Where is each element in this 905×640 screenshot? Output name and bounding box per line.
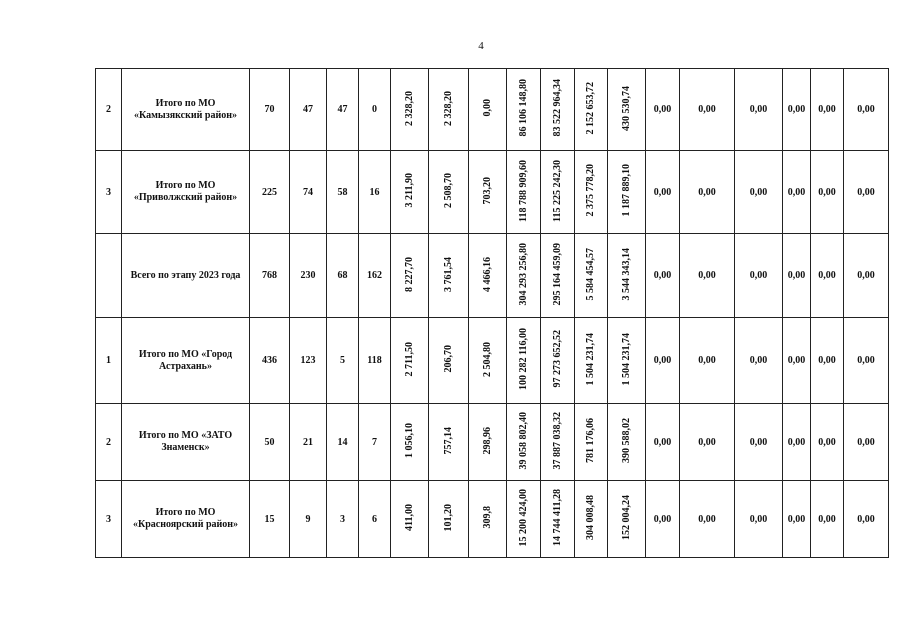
amount-value: 4 466,16 <box>481 256 493 292</box>
amount-value: 390 588,02 <box>620 418 632 463</box>
amount-value: 86 106 148,80 <box>517 79 529 137</box>
amount-cell <box>541 234 575 318</box>
zero-value-cell: 0,00 <box>735 234 783 318</box>
count-cell: 58 <box>327 151 359 234</box>
amount-value: 757,14 <box>442 426 454 455</box>
amount-value: 2 504,80 <box>481 341 493 377</box>
zero-value-cell: 0,00 <box>735 151 783 234</box>
report-table <box>95 68 889 558</box>
amount-cell <box>391 318 429 404</box>
count-cell: 47 <box>290 69 327 151</box>
table-body <box>96 69 889 558</box>
zero-value-cell: 0,00 <box>783 318 811 404</box>
zero-value-cell: 0,00 <box>811 481 844 558</box>
amount-value: 2 375 778,20 <box>585 164 596 217</box>
zero-value-cell: 0,00 <box>844 481 889 558</box>
amount-cell <box>429 318 469 404</box>
amount-value: 39 058 802,40 <box>517 411 529 470</box>
zero-value-cell: 0,00 <box>680 481 735 558</box>
table-row <box>96 151 889 234</box>
amount-cell <box>608 234 646 318</box>
amount-cell <box>391 404 429 481</box>
row-name-cell: Итого по МО «Город Астрахань» <box>122 318 250 404</box>
row-name-cell: Итого по МО «Камызякский район» <box>122 69 250 151</box>
amount-value: 2 711,50 <box>403 341 415 377</box>
amount-cell <box>507 234 541 318</box>
count-cell: 3 <box>327 481 359 558</box>
amount-value: 2 152 653,72 <box>585 81 596 135</box>
row-name-cell: Итого по МО «Красноярский район» <box>122 481 250 558</box>
zero-value-cell: 0,00 <box>646 481 680 558</box>
amount-value: 1 056,10 <box>403 423 415 458</box>
zero-value-cell: 0,00 <box>811 234 844 318</box>
amount-value: 8 227,70 <box>403 256 415 292</box>
amount-cell <box>391 234 429 318</box>
count-cell: 15 <box>250 481 290 558</box>
amount-cell <box>507 404 541 481</box>
amount-cell <box>391 481 429 558</box>
amount-value: 430 530,74 <box>620 85 632 131</box>
amount-value: 1 504 231,74 <box>620 332 632 386</box>
amount-value: 3 544 343,14 <box>620 247 632 301</box>
count-cell: 118 <box>359 318 391 404</box>
amount-value: 703,20 <box>481 176 493 205</box>
zero-value-cell: 0,00 <box>680 234 735 318</box>
amount-cell <box>469 234 507 318</box>
count-cell: 74 <box>290 151 327 234</box>
amount-cell <box>429 69 469 151</box>
zero-value-cell: 0,00 <box>646 404 680 481</box>
amount-value: 118 788 909,60 <box>517 159 529 222</box>
zero-value-cell: 0,00 <box>646 69 680 151</box>
count-cell: 6 <box>359 481 391 558</box>
count-cell: 162 <box>359 234 391 318</box>
amount-value: 304 008,48 <box>585 495 596 540</box>
zero-value-cell: 0,00 <box>783 404 811 481</box>
amount-cell <box>507 69 541 151</box>
count-cell: 70 <box>250 69 290 151</box>
zero-value-cell: 0,00 <box>844 404 889 481</box>
zero-value-cell: 0,00 <box>844 318 889 404</box>
amount-cell <box>391 151 429 234</box>
count-cell: 47 <box>327 69 359 151</box>
amount-cell <box>608 151 646 234</box>
amount-cell <box>429 404 469 481</box>
row-number-cell: 1 <box>96 318 122 404</box>
amount-cell <box>575 234 608 318</box>
amount-value: 15 200 424,00 <box>517 488 529 547</box>
zero-value-cell: 0,00 <box>680 404 735 481</box>
amount-value: 781 176,06 <box>585 418 596 463</box>
count-cell: 68 <box>327 234 359 318</box>
zero-value-cell: 0,00 <box>844 151 889 234</box>
amount-value: 115 225 242,30 <box>551 159 563 222</box>
amount-cell <box>608 318 646 404</box>
row-number-cell: 3 <box>96 481 122 558</box>
amount-value: 206,70 <box>442 345 454 373</box>
amount-value: 101,20 <box>442 503 454 532</box>
count-cell: 0 <box>359 69 391 151</box>
amount-cell <box>575 151 608 234</box>
amount-cell <box>575 318 608 404</box>
amount-cell <box>575 404 608 481</box>
zero-value-cell: 0,00 <box>783 481 811 558</box>
amount-value: 298,96 <box>481 426 493 455</box>
amount-cell <box>469 404 507 481</box>
amount-cell <box>469 481 507 558</box>
count-cell: 5 <box>327 318 359 404</box>
amount-cell <box>429 151 469 234</box>
amount-cell <box>429 481 469 558</box>
table-row <box>96 318 889 404</box>
count-cell: 7 <box>359 404 391 481</box>
amount-cell <box>541 69 575 151</box>
count-cell: 9 <box>290 481 327 558</box>
count-cell: 14 <box>327 404 359 481</box>
amount-cell <box>608 481 646 558</box>
row-number-cell <box>96 234 122 318</box>
amount-value: 2 328,20 <box>403 90 415 126</box>
table-row <box>96 481 889 558</box>
row-number-cell: 2 <box>96 404 122 481</box>
row-number-cell: 3 <box>96 151 122 234</box>
amount-cell <box>469 151 507 234</box>
zero-value-cell: 0,00 <box>811 318 844 404</box>
zero-value-cell: 0,00 <box>646 318 680 404</box>
amount-value: 3 761,54 <box>442 256 454 292</box>
amount-cell <box>391 69 429 151</box>
count-cell: 21 <box>290 404 327 481</box>
row-name-cell: Итого по МО «Приволжский район» <box>122 151 250 234</box>
amount-cell <box>541 481 575 558</box>
count-cell: 230 <box>290 234 327 318</box>
amount-value: 100 282 116,00 <box>517 328 529 390</box>
zero-value-cell: 0,00 <box>811 404 844 481</box>
amount-cell <box>429 234 469 318</box>
count-cell: 50 <box>250 404 290 481</box>
amount-cell <box>541 404 575 481</box>
amount-value: 14 744 411,28 <box>551 489 563 546</box>
count-cell: 123 <box>290 318 327 404</box>
count-cell: 225 <box>250 151 290 234</box>
count-cell: 436 <box>250 318 290 404</box>
count-cell: 16 <box>359 151 391 234</box>
amount-cell <box>608 69 646 151</box>
zero-value-cell: 0,00 <box>735 318 783 404</box>
zero-value-cell: 0,00 <box>783 234 811 318</box>
amount-cell <box>507 318 541 404</box>
page-number: 4 <box>478 40 484 52</box>
zero-value-cell: 0,00 <box>844 69 889 151</box>
row-name-cell: Итого по МО «ЗАТО Знаменск» <box>122 404 250 481</box>
zero-value-cell: 0,00 <box>811 69 844 151</box>
amount-cell <box>541 318 575 404</box>
table-row <box>96 234 889 318</box>
amount-value: 411,00 <box>403 504 415 531</box>
zero-value-cell: 0,00 <box>735 69 783 151</box>
zero-value-cell: 0,00 <box>783 69 811 151</box>
zero-value-cell: 0,00 <box>844 234 889 318</box>
zero-value-cell: 0,00 <box>680 151 735 234</box>
table-row <box>96 404 889 481</box>
amount-value: 97 273 652,52 <box>551 330 563 388</box>
amount-cell <box>541 151 575 234</box>
amount-value: 5 584 454,57 <box>585 247 596 301</box>
zero-value-cell: 0,00 <box>646 151 680 234</box>
amount-value: 1 187 889,10 <box>620 164 632 217</box>
zero-value-cell: 0,00 <box>811 151 844 234</box>
amount-cell <box>469 69 507 151</box>
amount-value: 0,00 <box>481 99 493 117</box>
amount-value: 37 887 038,32 <box>551 411 563 470</box>
zero-value-cell: 0,00 <box>735 404 783 481</box>
zero-value-cell: 0,00 <box>646 234 680 318</box>
zero-value-cell: 0,00 <box>783 151 811 234</box>
zero-value-cell: 0,00 <box>680 69 735 151</box>
amount-value: 295 164 459,09 <box>551 242 563 306</box>
table-row <box>96 69 889 151</box>
amount-value: 1 504 231,74 <box>585 332 596 386</box>
amount-value: 2 328,20 <box>442 90 454 126</box>
amount-value: 309,8 <box>481 506 493 529</box>
zero-value-cell: 0,00 <box>680 318 735 404</box>
amount-value: 2 508,70 <box>442 173 454 208</box>
amount-cell <box>507 481 541 558</box>
zero-value-cell: 0,00 <box>735 481 783 558</box>
amount-cell <box>575 69 608 151</box>
amount-cell <box>507 151 541 234</box>
amount-value: 3 211,90 <box>403 173 415 208</box>
amount-value: 304 293 256,80 <box>517 242 529 306</box>
row-number-cell: 2 <box>96 69 122 151</box>
amount-cell <box>608 404 646 481</box>
amount-cell <box>575 481 608 558</box>
amount-value: 152 004,24 <box>620 495 632 540</box>
row-name-cell: Всего по этапу 2023 года <box>122 234 250 318</box>
amount-cell <box>469 318 507 404</box>
count-cell: 768 <box>250 234 290 318</box>
amount-value: 83 522 964,34 <box>551 79 563 137</box>
